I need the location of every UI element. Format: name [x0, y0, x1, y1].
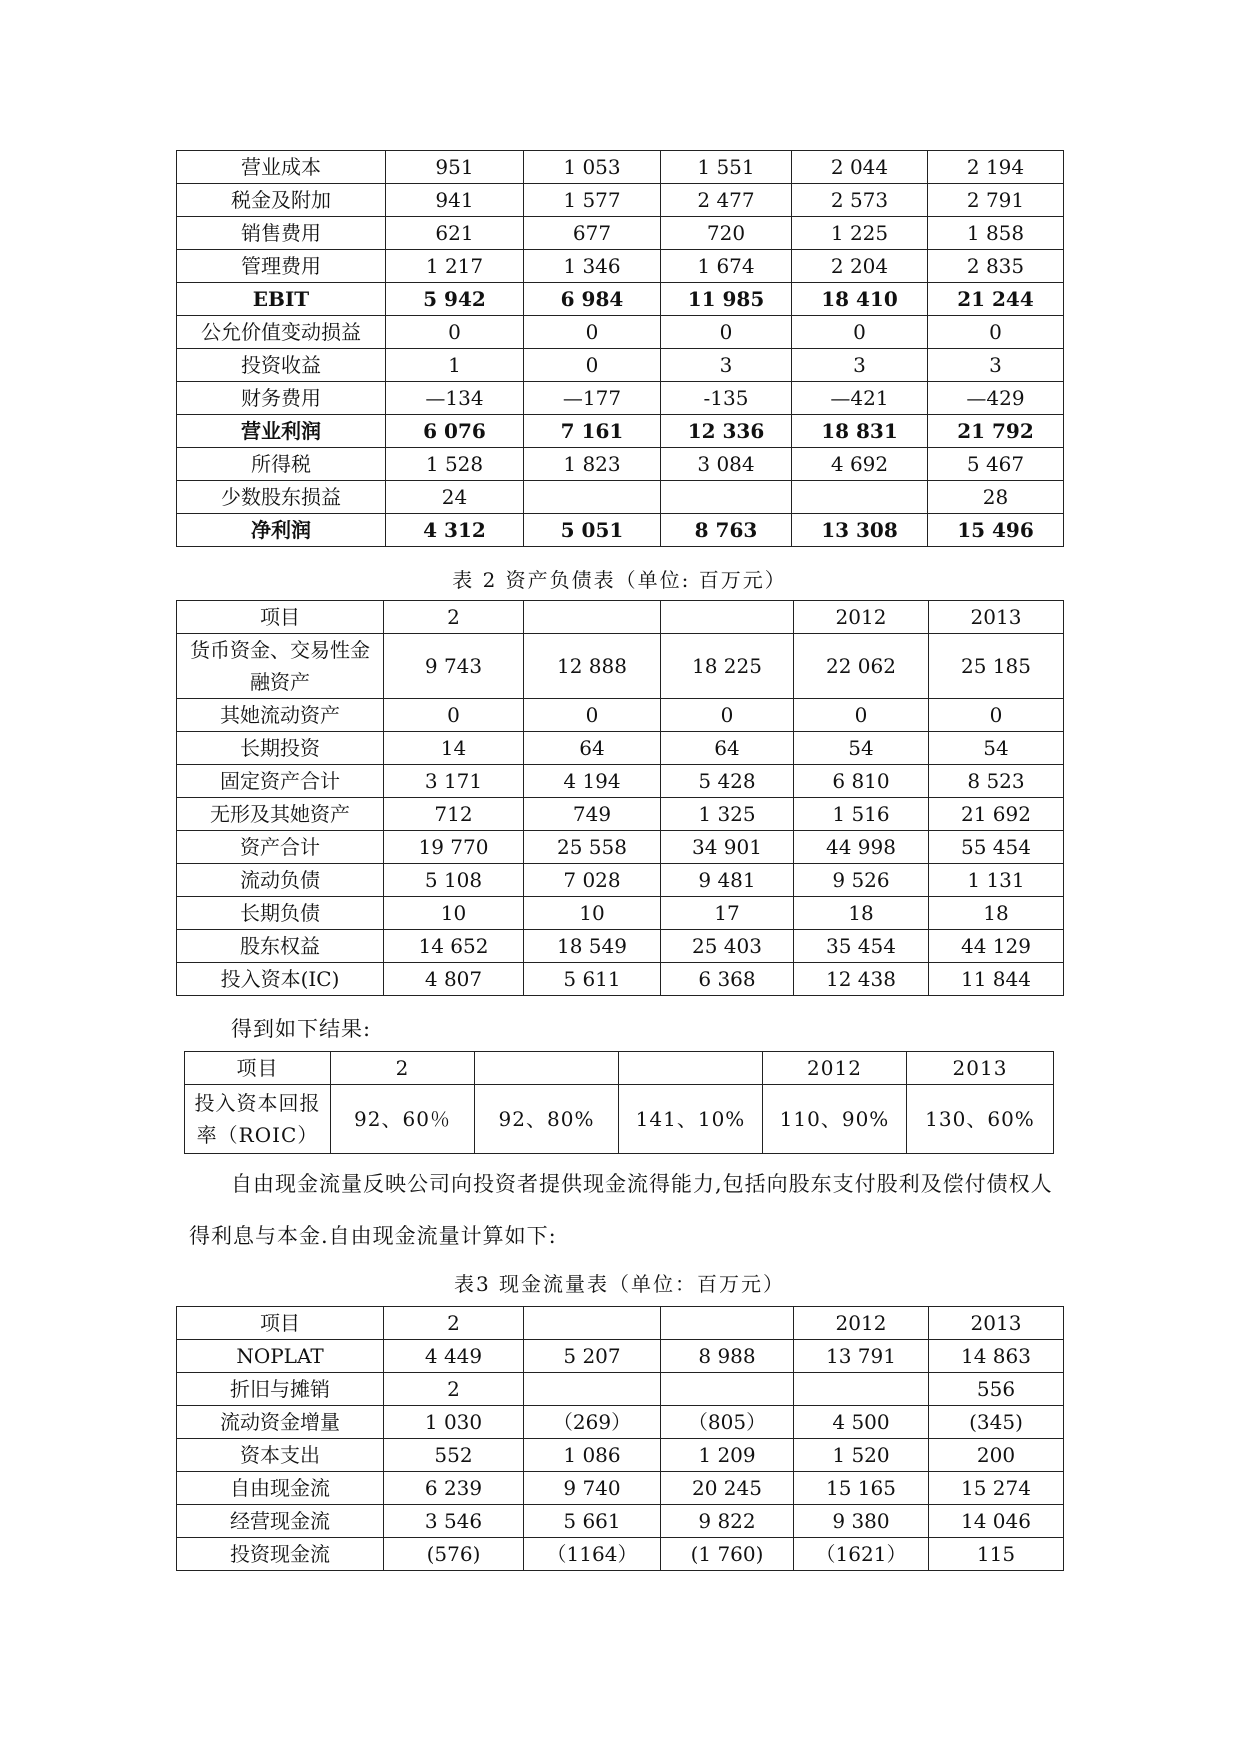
column-header: 2013: [907, 1052, 1054, 1085]
row-label: EBIT: [177, 283, 386, 316]
table-cell: 55 454: [929, 831, 1064, 864]
column-header: 2: [331, 1052, 475, 1085]
table-cell: 9 526: [794, 864, 929, 897]
table-cell: 4 194: [524, 765, 661, 798]
table-cell: 13 791: [794, 1340, 929, 1373]
row-label: 流动负债: [177, 864, 384, 897]
table-row: [185, 1085, 1054, 1154]
table-cell: 15 496: [928, 514, 1064, 547]
column-header: 2012: [763, 1052, 907, 1085]
table-cell: 141、10%: [619, 1085, 763, 1154]
table-cell: 9 743: [384, 634, 524, 699]
column-header: 项目: [185, 1052, 331, 1085]
table-row: [177, 798, 1064, 831]
table-cell: 21 244: [928, 283, 1064, 316]
table-cell: 130、60%: [907, 1085, 1054, 1154]
table-cell: 17: [661, 897, 794, 930]
table-cell: 2 477: [661, 184, 792, 217]
table-cell: 1 520: [794, 1439, 929, 1472]
table-cell: 0: [524, 699, 661, 732]
table-cell: （1164）: [524, 1538, 661, 1571]
roic-table: [184, 1051, 1054, 1154]
table-cell: 12 336: [661, 415, 792, 448]
table-cell: 4 449: [384, 1340, 524, 1373]
column-header: 2: [384, 1307, 524, 1340]
table-cell: （1621）: [794, 1538, 929, 1571]
table-cell: 18 225: [661, 634, 794, 699]
table-cell: —421: [792, 382, 928, 415]
table-cell: [524, 481, 661, 514]
table-cell: 34 901: [661, 831, 794, 864]
table-cell: 28: [928, 481, 1064, 514]
table-cell: 621: [386, 217, 524, 250]
table-cell: 0: [524, 316, 661, 349]
table-cell: 2 204: [792, 250, 928, 283]
row-label: 管理费用: [177, 250, 386, 283]
table-cell: 4 500: [794, 1406, 929, 1439]
header-row: [177, 601, 1064, 634]
column-header: [661, 1307, 794, 1340]
table-cell: 6 810: [794, 765, 929, 798]
row-label: 自由现金流: [177, 1472, 384, 1505]
table-cell: 552: [384, 1439, 524, 1472]
table-cell: 3: [661, 349, 792, 382]
cash-flow-table: [176, 1306, 1064, 1571]
header-row: [177, 1307, 1064, 1340]
table-cell: 1 516: [794, 798, 929, 831]
table-row: [177, 930, 1064, 963]
balance-sheet-table: [176, 600, 1064, 996]
cash-flow-body: [177, 1307, 1064, 1571]
table-row: [177, 963, 1064, 996]
row-label: 投资现金流: [177, 1538, 384, 1571]
roic-body: [185, 1052, 1054, 1154]
table-row: [177, 382, 1064, 415]
table-cell: 1 823: [524, 448, 661, 481]
table-cell: 20 245: [661, 1472, 794, 1505]
table-row: [177, 1439, 1064, 1472]
table-cell: 1 225: [792, 217, 928, 250]
column-header: 2013: [929, 1307, 1064, 1340]
table-cell: 1 053: [524, 151, 661, 184]
table-cell: 25 185: [929, 634, 1064, 699]
column-header: 2012: [794, 601, 929, 634]
table-cell: 1 346: [524, 250, 661, 283]
table-cell: 0: [929, 699, 1064, 732]
table-cell: 110、90%: [763, 1085, 907, 1154]
balance-sheet-caption: 表 2 资产负债表（单位: 百万元）: [452, 568, 787, 592]
table-cell: 4 807: [384, 963, 524, 996]
table-row: [177, 316, 1064, 349]
table-cell: 1 528: [386, 448, 524, 481]
table-cell: 1 577: [524, 184, 661, 217]
table-cell: 3 171: [384, 765, 524, 798]
row-label: 投入资本(IC): [177, 963, 384, 996]
row-label: 营业利润: [177, 415, 386, 448]
row-label: 所得税: [177, 448, 386, 481]
table-row: [177, 1340, 1064, 1373]
row-label: 资产合计: [177, 831, 384, 864]
table-cell: 44 129: [929, 930, 1064, 963]
table-cell: 18: [794, 897, 929, 930]
table-cell: 951: [386, 151, 524, 184]
table-cell: 6 984: [524, 283, 661, 316]
table-cell: [661, 1373, 794, 1406]
table-row: [177, 514, 1064, 547]
table-cell: 7 028: [524, 864, 661, 897]
results-note: 得到如下结果:: [231, 1017, 372, 1041]
table-cell: 25 403: [661, 930, 794, 963]
table-cell: 9 380: [794, 1505, 929, 1538]
table-cell: 13 308: [792, 514, 928, 547]
row-label: 长期负债: [177, 897, 384, 930]
table-cell: 15 165: [794, 1472, 929, 1505]
table-cell: 9 740: [524, 1472, 661, 1505]
table-cell: 10: [384, 897, 524, 930]
table-cell: 14 863: [929, 1340, 1064, 1373]
table-cell: 677: [524, 217, 661, 250]
table-cell: 1 325: [661, 798, 794, 831]
table-cell: 11 844: [929, 963, 1064, 996]
table-cell: 18 410: [792, 283, 928, 316]
column-header: 2012: [794, 1307, 929, 1340]
column-header: 项目: [177, 1307, 384, 1340]
table-row: [177, 634, 1064, 699]
table-cell: 14: [384, 732, 524, 765]
table-cell: 115: [929, 1538, 1064, 1571]
row-label: 税金及附加: [177, 184, 386, 217]
table-cell: 4 312: [386, 514, 524, 547]
row-label: NOPLAT: [177, 1340, 384, 1373]
table-cell: 12 438: [794, 963, 929, 996]
table-cell: 0: [794, 699, 929, 732]
row-label: 少数股东损益: [177, 481, 386, 514]
cash-flow-caption: 表3 现金流量表（单位：百万元）: [453, 1272, 786, 1296]
table-row: [177, 217, 1064, 250]
table-cell: 8 763: [661, 514, 792, 547]
column-header: [619, 1052, 763, 1085]
table-cell: 0: [384, 699, 524, 732]
table-cell: 720: [661, 217, 792, 250]
table-cell: 18 549: [524, 930, 661, 963]
table-cell: -135: [661, 382, 792, 415]
table-cell: (345): [929, 1406, 1064, 1439]
table-cell: 2 194: [928, 151, 1064, 184]
table-cell: (576): [384, 1538, 524, 1571]
table-cell: [792, 481, 928, 514]
table-cell: 5 108: [384, 864, 524, 897]
table-cell: (1 760): [661, 1538, 794, 1571]
table-cell: 14 046: [929, 1505, 1064, 1538]
table-cell: 5 207: [524, 1340, 661, 1373]
table-cell: 18: [929, 897, 1064, 930]
table-cell: 24: [386, 481, 524, 514]
fcf-paragraph-line2: 得利息与本金.自由现金流量计算如下:: [189, 1224, 557, 1248]
table-cell: 5 428: [661, 765, 794, 798]
row-label: 资本支出: [177, 1439, 384, 1472]
table-cell: 54: [794, 732, 929, 765]
table-cell: [794, 1373, 929, 1406]
table-cell: 6 239: [384, 1472, 524, 1505]
table-cell: 200: [929, 1439, 1064, 1472]
row-label: 股东权益: [177, 930, 384, 963]
table-row: [177, 1538, 1064, 1571]
table-cell: 3: [792, 349, 928, 382]
table-row: [177, 1505, 1064, 1538]
table-cell: 21 692: [929, 798, 1064, 831]
table-cell: 54: [929, 732, 1064, 765]
table-cell: 92、60％: [331, 1085, 475, 1154]
table-cell: 712: [384, 798, 524, 831]
table-cell: 1 131: [929, 864, 1064, 897]
table-row: [177, 732, 1064, 765]
table-cell: 2 573: [792, 184, 928, 217]
table-cell: 12 888: [524, 634, 661, 699]
table-cell: 5 661: [524, 1505, 661, 1538]
table-row: [177, 448, 1064, 481]
table-cell: 1 551: [661, 151, 792, 184]
table-cell: 749: [524, 798, 661, 831]
table-cell: 5 611: [524, 963, 661, 996]
row-label: 流动资金增量: [177, 1406, 384, 1439]
table-cell: 1 209: [661, 1439, 794, 1472]
table-cell: 8 988: [661, 1340, 794, 1373]
table-cell: 22 062: [794, 634, 929, 699]
table-cell: 64: [524, 732, 661, 765]
table-cell: 3: [928, 349, 1064, 382]
row-label: 固定资产合计: [177, 765, 384, 798]
column-header: [661, 601, 794, 634]
column-header: 2: [384, 601, 524, 634]
income-statement-table: [176, 150, 1064, 547]
table-cell: 1 030: [384, 1406, 524, 1439]
table-cell: 2 044: [792, 151, 928, 184]
table-row: [177, 1373, 1064, 1406]
row-label: 公允价值变动损益: [177, 316, 386, 349]
table-cell: 15 274: [929, 1472, 1064, 1505]
table-cell: 2 835: [928, 250, 1064, 283]
table-row: [177, 283, 1064, 316]
column-header: [524, 601, 661, 634]
table-row: [177, 1472, 1064, 1505]
income-statement-body: [177, 151, 1064, 547]
table-cell: [524, 1373, 661, 1406]
table-cell: 9 822: [661, 1505, 794, 1538]
table-cell: 6 076: [386, 415, 524, 448]
table-cell: 2: [384, 1373, 524, 1406]
table-cell: 64: [661, 732, 794, 765]
table-cell: 9 481: [661, 864, 794, 897]
row-label: 销售费用: [177, 217, 386, 250]
table-cell: —177: [524, 382, 661, 415]
table-row: [177, 349, 1064, 382]
table-cell: 5 051: [524, 514, 661, 547]
table-cell: 11 985: [661, 283, 792, 316]
row-label: 其她流动资产: [177, 699, 384, 732]
table-cell: 5 467: [928, 448, 1064, 481]
table-cell: [661, 481, 792, 514]
table-cell: 14 652: [384, 930, 524, 963]
table-cell: 1: [386, 349, 524, 382]
table-cell: 1 217: [386, 250, 524, 283]
table-cell: 0: [661, 699, 794, 732]
table-cell: （269）: [524, 1406, 661, 1439]
table-row: [177, 250, 1064, 283]
table-cell: 1 858: [928, 217, 1064, 250]
row-label: 投入资本回报率（ROIC）: [185, 1085, 331, 1154]
table-cell: 25 558: [524, 831, 661, 864]
column-header: 项目: [177, 601, 384, 634]
balance-sheet-body: [177, 601, 1064, 996]
column-header: [475, 1052, 619, 1085]
table-cell: 556: [929, 1373, 1064, 1406]
table-row: [177, 831, 1064, 864]
column-header: [524, 1307, 661, 1340]
table-cell: 44 998: [794, 831, 929, 864]
table-cell: 4 692: [792, 448, 928, 481]
table-row: [177, 897, 1064, 930]
table-cell: 7 161: [524, 415, 661, 448]
table-row: [177, 415, 1064, 448]
header-row: [185, 1052, 1054, 1085]
table-cell: —134: [386, 382, 524, 415]
table-cell: 21 792: [928, 415, 1064, 448]
table-cell: 35 454: [794, 930, 929, 963]
table-cell: 1 086: [524, 1439, 661, 1472]
row-label: 货币资金、交易性金融资产: [177, 634, 384, 699]
table-row: [177, 151, 1064, 184]
table-row: [177, 481, 1064, 514]
table-cell: 6 368: [661, 963, 794, 996]
table-cell: 0: [792, 316, 928, 349]
table-cell: 92、80%: [475, 1085, 619, 1154]
table-cell: 0: [928, 316, 1064, 349]
table-cell: 10: [524, 897, 661, 930]
table-cell: 19 770: [384, 831, 524, 864]
row-label: 财务费用: [177, 382, 386, 415]
table-cell: （805）: [661, 1406, 794, 1439]
row-label: 无形及其她资产: [177, 798, 384, 831]
table-cell: 0: [661, 316, 792, 349]
column-header: 2013: [929, 601, 1064, 634]
table-cell: 8 523: [929, 765, 1064, 798]
table-row: [177, 699, 1064, 732]
table-cell: 5 942: [386, 283, 524, 316]
table-cell: 941: [386, 184, 524, 217]
table-cell: 0: [524, 349, 661, 382]
row-label: 折旧与摊销: [177, 1373, 384, 1406]
table-cell: 18 831: [792, 415, 928, 448]
row-label: 长期投资: [177, 732, 384, 765]
table-cell: 2 791: [928, 184, 1064, 217]
table-cell: —429: [928, 382, 1064, 415]
table-row: [177, 864, 1064, 897]
row-label: 净利润: [177, 514, 386, 547]
row-label: 投资收益: [177, 349, 386, 382]
row-label: 营业成本: [177, 151, 386, 184]
table-row: [177, 1406, 1064, 1439]
table-cell: 3 546: [384, 1505, 524, 1538]
table-cell: 3 084: [661, 448, 792, 481]
row-label: 经营现金流: [177, 1505, 384, 1538]
fcf-paragraph-line1: 自由现金流量反映公司向投资者提供现金流得能力,包括向股东支付股利及偿付债权人: [231, 1172, 1053, 1196]
table-cell: 0: [386, 316, 524, 349]
table-row: [177, 765, 1064, 798]
table-cell: 1 674: [661, 250, 792, 283]
table-row: [177, 184, 1064, 217]
